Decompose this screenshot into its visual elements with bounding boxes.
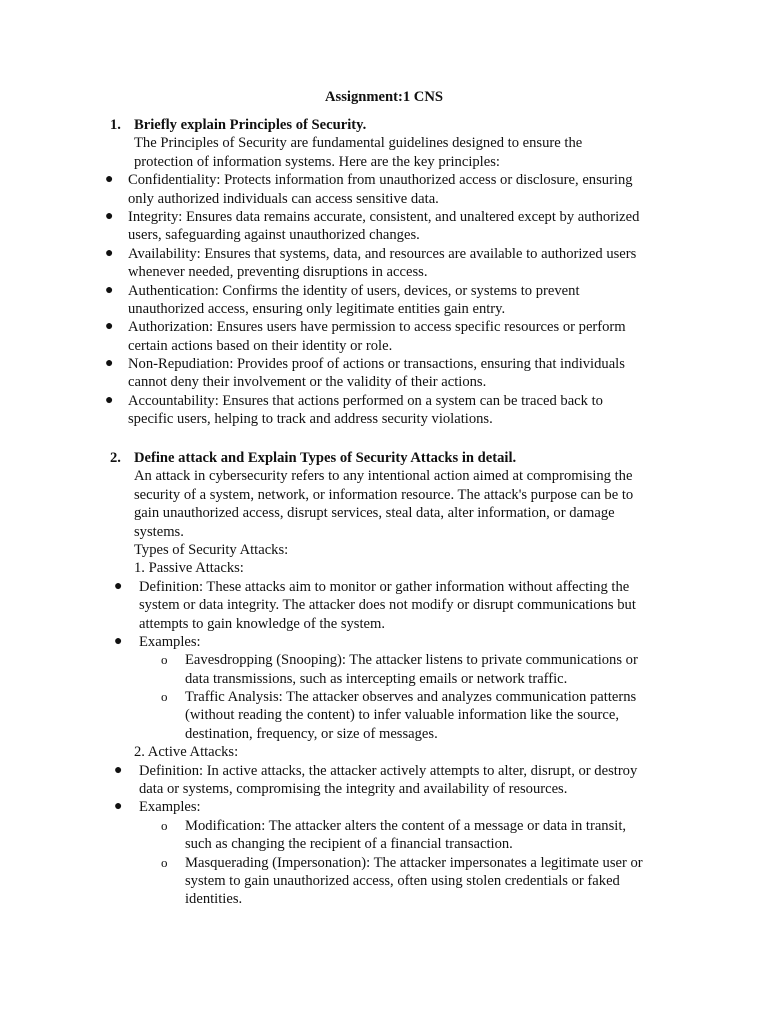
list-item-line: Accountability: Ensures that actions performed on a system can be traced back to [128,392,603,409]
list-item-line: whenever needed, preventing disruptions in access. [128,264,428,281]
list-item-line: Integrity: Ensures data remains accurate, consistent, and unaltered except by authorized [128,208,640,225]
question-text: Define attack and Explain Types of Security Attacks in detail. [134,450,517,466]
list-item-line: attempts to gain knowledge of the system. [139,615,386,632]
list-item [0,392,768,429]
question-1 [0,116,768,429]
bullet-icon: ● [105,392,114,408]
circle-bullet-icon: o [161,817,168,833]
list-item [0,208,768,245]
question-2 [0,449,768,909]
list-item-line: Non-Repudiation: Provides proof of actions or transactions, ensuring that individuals [128,356,625,373]
intro-line: systems. [134,523,184,540]
bullet-icon: ● [105,172,114,188]
list-item [0,318,768,355]
list-item-line: Traffic Analysis: The attacker observes and analyzes communication patterns [185,689,637,706]
active-attacks-label: 2. Active Attacks: [134,744,239,761]
list-item-line: Definition: In active attacks, the attacker actively attempts to alter, disrupt, or destroy [139,762,638,779]
intro-line: An attack in cybersecurity refers to any intentional action aimed at compromising the [134,468,633,485]
intro-line: security of a system, network, or information resource. The attack's purpose can be to [134,486,634,503]
list-item-line: Authentication: Confirms the identity of users, devices, or systems to prevent [128,282,580,299]
list-item-line: destination, frequency, or size of messages. [185,725,438,742]
list-item-line: data transmissions, such as intercepting emails or network traffic. [185,670,568,687]
list-item-line: such as changing the recipient of a financial transaction. [185,836,513,853]
list-item-line: Authorization: Ensures users have permission to access specific resources or perform [128,319,626,336]
list-item-line: cannot deny their involvement or the validity of their actions. [128,374,487,391]
list-item [0,651,768,688]
list-item [0,355,768,392]
list-item-line: unauthorized access, ensuring only legitimate entities gain entry. [128,300,506,317]
list-item-line: system or data integrity. The attacker does not modify or disrupt communications but [139,597,636,614]
list-item-line: identities. [185,891,243,908]
bullet-icon: ● [105,319,114,335]
list-item-line: Modification: The attacker alters the content of a message or data in transit, [185,817,627,834]
list-item-line: specific users, helping to track and address security violations. [128,411,493,428]
bullet-icon: ● [105,245,114,261]
list-item-line: Definition: These attacks aim to monitor or gather information without affecting the [139,578,630,595]
bullet-icon: ● [105,356,114,372]
intro-line: protection of information systems. Here are the key principles: [134,153,500,170]
list-item-line: system to gain unauthorized access, often using stolen credentials or faked [185,872,620,889]
list-item-line: Eavesdropping (Snooping): The attacker listens to private communications or [185,652,638,669]
active-examples-list [0,817,768,909]
list-item [0,798,768,816]
question-2-heading [0,449,768,467]
list-item-line: Examples: [139,799,201,816]
list-item-line: (without reading the content) to infer valuable information like the source, [185,707,620,724]
circle-bullet-icon: o [161,689,168,705]
list-item [0,245,768,282]
list-item [0,171,768,208]
list-item-line: Confidentiality: Protects information from unauthorized access or disclosure, ensuring [128,172,633,189]
question-text: Briefly explain Principles of Security. [134,117,367,133]
list-item [0,817,768,854]
list-item-line: certain actions based on their identity or role. [128,337,393,354]
list-item [0,633,768,651]
bullet-icon: ● [114,762,123,778]
active-attacks-list [0,762,768,817]
list-item-line: data or systems, compromising the integrity and availability of resources. [139,781,568,798]
principles-list [0,171,768,428]
question-number: 1. [110,117,121,133]
question-1-heading [0,116,768,134]
circle-bullet-icon: o [161,652,168,668]
bullet-icon: ● [114,633,123,649]
bullet-icon: ● [114,578,123,594]
passive-attacks-list [0,578,768,652]
question-1-intro [134,134,674,171]
passive-examples-list [0,651,768,743]
passive-attacks-label: 1. Passive Attacks: [134,560,244,577]
bullet-icon: ● [105,282,114,298]
question-2-intro [134,467,674,559]
list-item [0,762,768,799]
question-number: 2. [110,450,121,466]
list-item-line: Masquerading (Impersonation): The attacker impersonates a legitimate user or [185,854,643,871]
list-item [0,854,768,909]
list-item-line: Examples: [139,633,201,650]
document-title: Assignment:1 CNS [325,89,443,105]
list-item [0,578,768,633]
list-item [0,688,768,743]
types-label: Types of Security Attacks: [134,541,289,558]
list-item-line: Availability: Ensures that systems, data, and resources are available to authorized users [128,245,637,262]
circle-bullet-icon: o [161,854,168,870]
list-item [0,282,768,319]
bullet-icon: ● [105,208,114,224]
list-item-line: users, safeguarding against unauthorized changes. [128,227,420,244]
intro-line: The Principles of Security are fundamental guidelines designed to ensure the [134,135,583,152]
list-item-line: only authorized individuals can access sensitive data. [128,190,439,207]
intro-line: gain unauthorized access, disrupt services, steal data, alter information, or damage [134,505,615,522]
bullet-icon: ● [114,799,123,815]
